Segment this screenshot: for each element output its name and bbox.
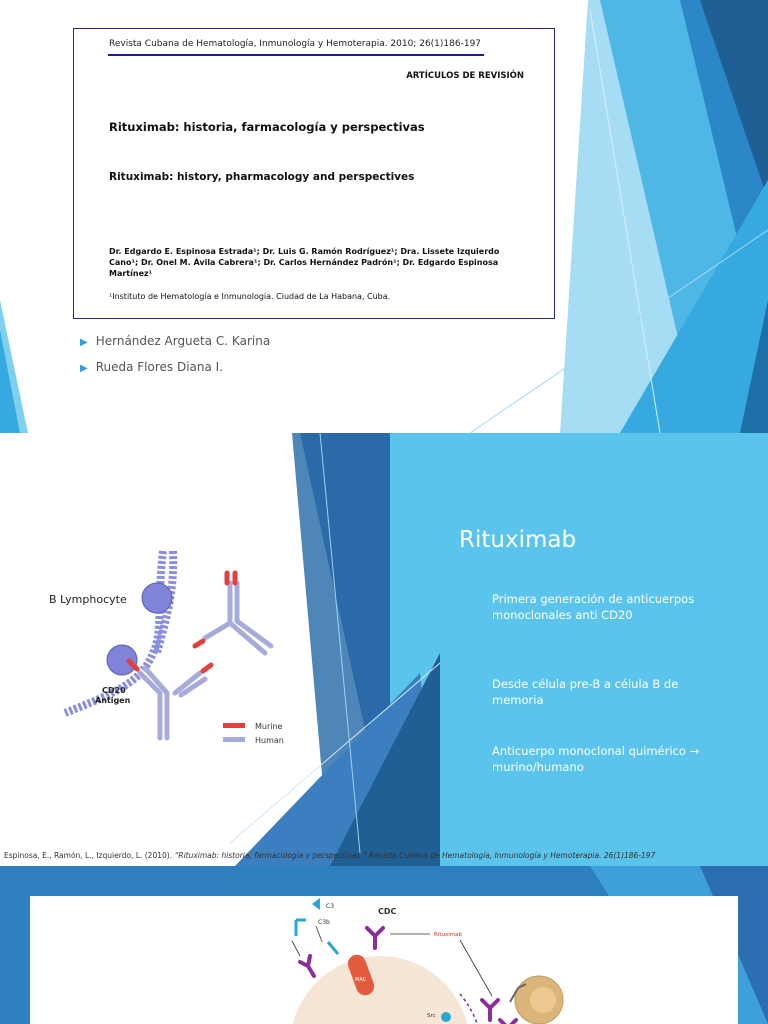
- antibody-bound: [129, 661, 211, 738]
- rituximab-label: Rituximab: [434, 932, 462, 938]
- rituximab-structure-diagram: [45, 543, 295, 773]
- b-lymphocyte-label: B Lymphocyte: [49, 593, 127, 606]
- header-rule: [108, 54, 484, 56]
- slide-title-rituximab: Rituximab: [459, 527, 577, 553]
- citation: Espinosa, E., Ramón, L., Izquierdo, L. (2010). “Rituximab: historia, farmacología y perspectivas.” Revista Cubana de Hematología, Inmunología y Hemoterapia. 26(1)186-197: [4, 851, 656, 860]
- cdc-label: CDC: [378, 907, 397, 916]
- bullet-arrow-icon: ▶: [80, 363, 88, 374]
- presenter-item: ▶ Rueda Flores Diana I.: [80, 360, 224, 374]
- rituximab-bullet: Desde célula pre-B a célula B de memoria: [492, 677, 679, 707]
- presenter-item: ▶ Hernández Argueta C. Karina: [80, 334, 271, 348]
- svg-text:C3b: C3b: [318, 919, 330, 926]
- article-title-spanish: Rituximab: historia, farmacología y perspectivas: [109, 120, 425, 134]
- src-label: Src: [427, 1013, 436, 1019]
- antibody-free: [195, 573, 271, 653]
- mechanism-diagram: [30, 896, 738, 1024]
- article-authors: Dr. Edgardo E. Espinosa Estrada¹; Dr. Luis G. Ramón Rodríguez¹; Dra. Lissete Izquierdo Cano¹; Dr. Onel M. Ávila Cabrera¹; Dr. Carlos Hernández Padrón¹; Dr. Edgardo Espinosa Martínez¹: [109, 247, 500, 278]
- slide-title: [0, 0, 768, 433]
- svg-text:C3: C3: [326, 903, 335, 910]
- article-header-image: [73, 28, 555, 319]
- rituximab-bullet: Primera generación de anticuerpos monoclonales anti CD20: [492, 592, 695, 622]
- slide-rituximab: [0, 433, 768, 866]
- legend-human-swatch: [223, 737, 245, 742]
- legend-murine-label: Murine: [255, 722, 283, 731]
- article-institution: ¹Instituto de Hematología e Inmunología. Ciudad de La Habana, Cuba.: [109, 292, 391, 301]
- cd20-label: CD20: [102, 686, 126, 695]
- mechanism-figure: [30, 896, 738, 1024]
- c3b-marker: [296, 920, 306, 936]
- bullet-arrow-icon: ▶: [80, 337, 88, 348]
- antigen-label: Antigen: [95, 696, 131, 705]
- rituximab-bullet: Anticuerpo monoclonal quimérico → murino/humano: [492, 744, 700, 774]
- legend-murine-swatch: [223, 723, 245, 728]
- svg-text:MAC: MAC: [355, 977, 367, 983]
- journal-citation: Revista Cubana de Hematología, Inmunología y Hemoterapia. 2010; 26(1)186-197: [109, 39, 482, 49]
- legend-human-label: Human: [255, 736, 284, 745]
- c3-marker: [312, 898, 320, 910]
- src-marker: [441, 1012, 451, 1022]
- section-label: ARTÍCULOS DE REVISIÓN: [406, 71, 524, 81]
- slide-mechanism: [0, 866, 768, 1024]
- article-title-english: Rituximab: history, pharmacology and perspectives: [109, 171, 415, 183]
